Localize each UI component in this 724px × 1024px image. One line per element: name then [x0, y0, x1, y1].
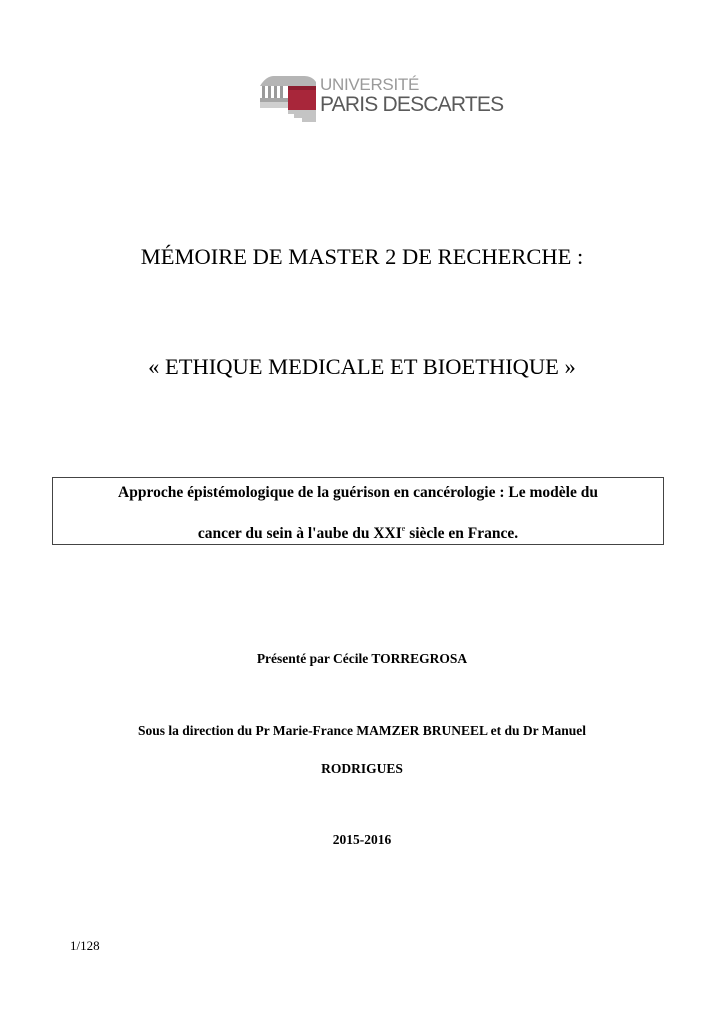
direction-line-2: RODRIGUES	[321, 761, 403, 776]
academic-years: 2015-2016	[332, 832, 392, 847]
subject-line-2-text: cancer du sein à l'aube du XXI	[197, 525, 402, 542]
subject-line-2	[53, 524, 663, 543]
thesis-title: MÉMOIRE DE MASTER 2 DE RECHERCHE :	[140, 244, 584, 269]
building-emblem-icon	[258, 72, 318, 128]
presented-by: Présenté par Cécile TORREGROSA	[256, 651, 468, 666]
subject-line-1: Approche épistémologique de la guérison en cancérologie : Le modèle du	[118, 484, 598, 501]
logo-line-universite: UNIVERSITÉ	[320, 75, 420, 94]
subject-line-2-end: siècle en France.	[405, 525, 519, 542]
subject-box	[52, 477, 664, 545]
page-number: 1/128	[70, 938, 100, 953]
program-title: « ETHIQUE MEDICALE ET BIOETHIQUE »	[148, 354, 576, 379]
logo-line-paris-descartes: PARIS DESCARTES	[320, 93, 504, 116]
century-superscript: e	[401, 524, 406, 533]
university-logo	[258, 72, 504, 128]
direction-line-1: Sous la direction du Pr Marie-France MAMZER BRUNEEL et du Dr Manuel	[137, 723, 587, 738]
logo-wordmark	[320, 76, 503, 115]
